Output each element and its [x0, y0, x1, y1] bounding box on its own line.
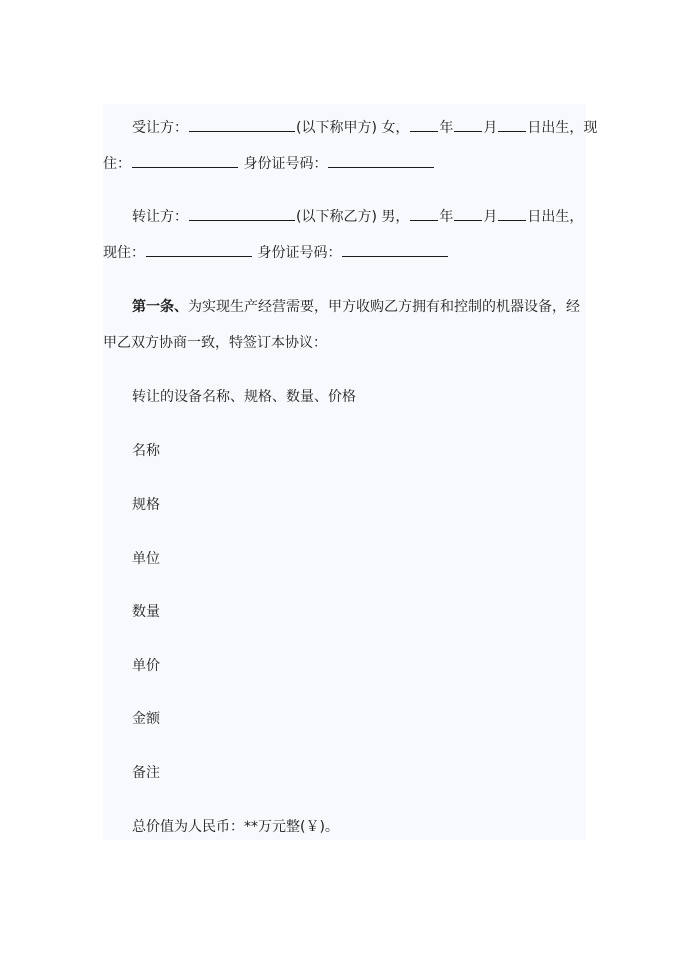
transferor-line-2 [103, 242, 586, 263]
transferor-birth-label: 日出生， [527, 209, 584, 225]
transferee-alias: (以下称甲方) [296, 120, 377, 136]
transferee-id-label: 身份证号码： [243, 156, 328, 172]
equipment-field-remark: 备注 [132, 765, 160, 781]
transferor-address-blank[interactable] [146, 242, 252, 257]
transferor-month-blank[interactable] [454, 206, 482, 221]
transferor-id-blank[interactable] [342, 242, 448, 257]
transferee-year-blank[interactable] [410, 117, 438, 132]
transferor-line-1 [103, 206, 586, 227]
transferee-id-blank[interactable] [328, 153, 434, 168]
contract-text-block [103, 104, 598, 840]
transferor-day-blank[interactable] [498, 206, 526, 221]
article1-heading: 第一条、 [132, 299, 188, 315]
transferor-month-label: 月 [483, 209, 498, 225]
article1-text-1: 为实现生产经营需要，甲方收购乙方拥有和控制的机器设备，经 [188, 299, 580, 315]
transferor-gender: 男， [381, 209, 410, 225]
equipment-field-quantity: 数量 [132, 604, 160, 620]
equipment-field-unit-price: 单价 [132, 658, 160, 674]
transferee-line-1 [103, 117, 598, 138]
transferor-id-label: 身份证号码： [257, 245, 342, 261]
transferee-label: 受让方： [132, 120, 188, 136]
transferor-year-label: 年 [439, 209, 454, 225]
equipment-field-spec: 规格 [132, 497, 160, 513]
transferee-month-blank[interactable] [454, 117, 482, 132]
equipment-field-amount: 金额 [132, 711, 160, 727]
equipment-field-name: 名称 [132, 443, 160, 459]
article1-line-1 [103, 297, 586, 317]
article1-line-2 [103, 333, 586, 353]
transferee-year-label: 年 [439, 120, 454, 136]
transferor-name-blank[interactable] [189, 206, 295, 221]
transferee-birth-label: 日出生，现 [527, 120, 598, 136]
transferee-name-blank[interactable] [189, 117, 295, 132]
transferee-line-2 [103, 153, 586, 174]
transferee-gender: 女， [381, 120, 410, 136]
equipment-intro: 转让的设备名称、规格、数量、价格 [132, 389, 356, 405]
transferor-label: 转让方： [132, 209, 188, 225]
transferor-year-blank[interactable] [410, 206, 438, 221]
transferee-month-label: 月 [483, 120, 498, 136]
transferee-address-blank[interactable] [132, 153, 238, 168]
article1-text-2: 甲乙双方协商一致，特签订本协议： [103, 335, 327, 351]
equipment-field-unit: 单位 [132, 551, 160, 567]
total-value: 总价值为人民币：**万元整(￥)。 [132, 819, 339, 835]
transferee-address-label: 住： [103, 156, 131, 172]
transferor-address-label: 现住： [103, 245, 145, 261]
transferee-day-blank[interactable] [498, 117, 526, 132]
transferor-alias: (以下称乙方) [296, 209, 377, 225]
